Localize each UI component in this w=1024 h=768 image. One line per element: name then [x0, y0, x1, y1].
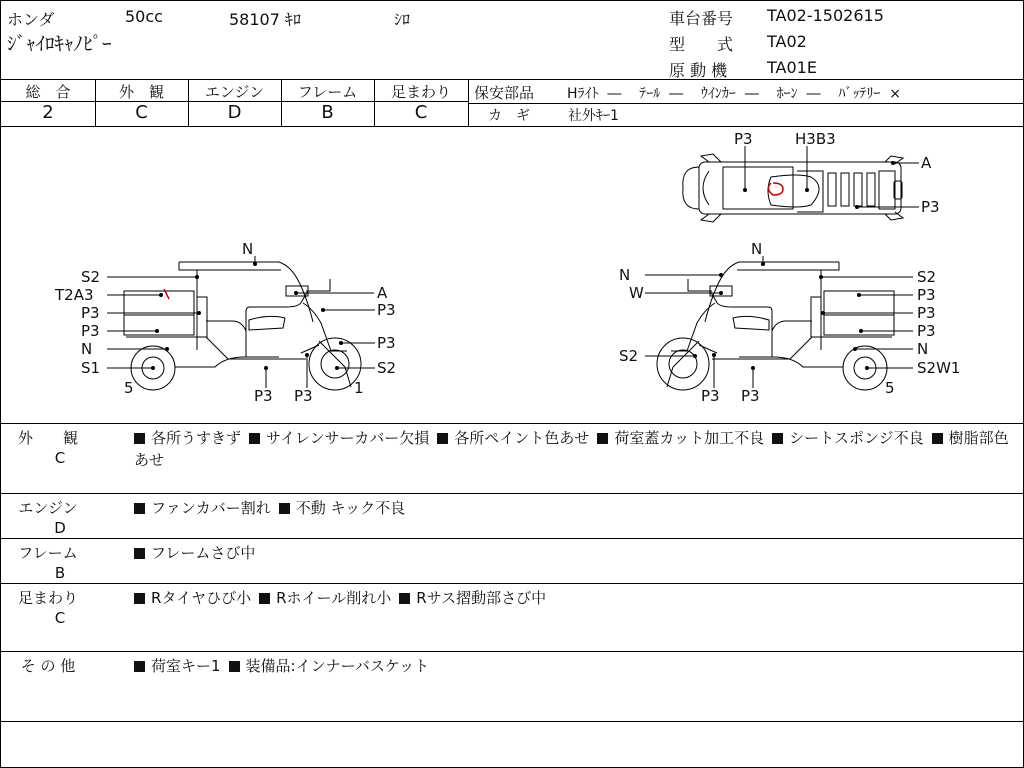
damage-points — [151, 161, 895, 370]
note-items — [134, 587, 1014, 609]
grade-engine-value: D — [227, 102, 242, 123]
left-label-l5: N — [81, 340, 93, 358]
left-label-b3: P3 — [294, 387, 313, 405]
left-label-l3: P3 — [81, 304, 100, 322]
model-name: ｼﾞｬｲﾛｷｬﾉﾋﾟｰ — [7, 33, 112, 55]
note-item: シートスポンジ不良 — [772, 429, 923, 447]
left-label-r2: P3 — [377, 301, 396, 319]
top-label-2: H3B3 — [795, 130, 836, 148]
grade-frame-label: フレーム — [297, 83, 358, 101]
color: ｼﾛ — [394, 10, 411, 29]
bullet-square-icon — [932, 433, 943, 444]
type-value: TA02 — [767, 32, 807, 51]
left-label-top: N — [242, 240, 254, 258]
key-label: カ ギ — [488, 108, 530, 124]
engine-value: TA01E — [767, 58, 817, 77]
left-label-l6: S1 — [81, 359, 101, 377]
note-label: 外 観 — [17, 429, 78, 447]
left-view-drawing — [124, 262, 361, 390]
note-item: 各所ペイント色あせ — [437, 429, 589, 447]
mileage: 58107 ｷﾛ — [229, 10, 301, 29]
grade-frame-value: B — [321, 102, 334, 123]
note-grade: C — [54, 609, 66, 627]
top-label-4: P3 — [921, 198, 940, 216]
grade-engine-label: エンジン — [204, 83, 265, 101]
top-view-drawing — [683, 154, 903, 222]
note-label: フレーム — [18, 544, 78, 562]
note-grade: B — [54, 564, 66, 582]
grade-total-label: 総 合 — [25, 83, 71, 101]
right-view-drawing — [657, 262, 894, 390]
left-label-r3: P3 — [377, 334, 396, 352]
note-item: Rホイール削れ小 — [259, 589, 391, 607]
bullet-square-icon — [399, 593, 410, 604]
note-item: Rサス摺動部さび中 — [399, 589, 546, 607]
note-grade: C — [54, 449, 66, 467]
left-label-l1: S2 — [81, 268, 101, 286]
right-label-b2: P3 — [741, 387, 760, 405]
right-label-l3: S2 — [619, 347, 639, 365]
left-label-l2: T2A3 — [55, 286, 94, 304]
note-item: 荷室キー1 — [134, 657, 221, 675]
note-item: 各所うすきず — [134, 429, 241, 447]
right-label-b1: P3 — [701, 387, 720, 405]
right-label-r4: P3 — [917, 322, 936, 340]
bullet-square-icon — [597, 433, 608, 444]
bullet-square-icon — [772, 433, 783, 444]
note-item: フレームさび中 — [134, 544, 255, 562]
bullet-square-icon — [249, 433, 260, 444]
note-item: 荷室蓋カット加工不良 — [597, 429, 764, 447]
left-label-r1: A — [377, 284, 388, 302]
displacement: 50cc — [125, 7, 163, 26]
safety-items: Hﾗｲﾄ ― ﾃｰﾙ ― ｳｲﾝｶｰ ― ﾎｰﾝ ― ﾊﾞｯﾃﾘｰ × — [567, 86, 901, 102]
right-label-r1: S2 — [917, 268, 937, 286]
bullet-square-icon — [134, 661, 145, 672]
note-item: ファンカバー割れ — [134, 499, 271, 517]
grade-exterior-label: 外 観 — [118, 83, 164, 101]
left-label-b2: P3 — [254, 387, 273, 405]
note-items — [134, 497, 1014, 519]
damage-diagram — [1, 127, 1023, 423]
note-item: 不動 キック不良 — [279, 499, 405, 517]
right-label-r5: N — [917, 340, 929, 358]
safety-title: 保安部品 — [474, 84, 535, 102]
grade-exterior-value: C — [135, 102, 148, 123]
note-item: サイレンサーカバー欠損 — [249, 429, 429, 447]
bullet-square-icon — [259, 593, 270, 604]
right-label-b3: 5 — [885, 379, 895, 397]
left-label-b4: 1 — [354, 379, 364, 397]
grade-suspension-label: 足まわり — [390, 83, 451, 101]
top-label-3: A — [921, 154, 932, 172]
note-item: 装備品:インナーバスケット — [229, 657, 430, 675]
chassis-value: TA02-1502615 — [767, 6, 884, 25]
maker: ホンダ — [7, 10, 55, 29]
note-item: 樹脂部色あせ — [134, 429, 1009, 469]
bullet-square-icon — [279, 503, 290, 514]
key-value: 社外ｷｰ1 — [568, 108, 619, 124]
chassis-label: 車台番号 — [669, 9, 734, 28]
right-label-r2: P3 — [917, 286, 936, 304]
bullet-square-icon — [134, 503, 145, 514]
note-items — [134, 427, 1014, 471]
note-grade: D — [54, 519, 66, 537]
left-label-b1: 5 — [124, 379, 134, 397]
grade-total-value: 2 — [42, 102, 54, 123]
left-label-r4: S2 — [377, 359, 397, 377]
note-label: そ の 他 — [20, 657, 76, 675]
left-label-l4: P3 — [81, 322, 100, 340]
grade-suspension-value: C — [414, 102, 428, 123]
note-items — [134, 542, 1014, 564]
note-item: Rタイヤひび小 — [134, 589, 251, 607]
type-label: 型 式 — [669, 35, 734, 54]
bullet-square-icon — [437, 433, 448, 444]
right-label-l1: N — [619, 266, 631, 284]
right-label-r6: S2W1 — [917, 359, 961, 377]
right-label-l2: W — [629, 284, 644, 302]
note-label: 足まわり — [17, 589, 78, 607]
right-label-r3: P3 — [917, 304, 936, 322]
bullet-square-icon — [229, 661, 240, 672]
engine-label: 原 動 機 — [669, 61, 728, 80]
bullet-square-icon — [134, 433, 145, 444]
bullet-square-icon — [134, 548, 145, 559]
bullet-square-icon — [134, 593, 145, 604]
top-label-1: P3 — [734, 130, 753, 148]
note-items — [134, 655, 1014, 677]
right-label-top: N — [751, 240, 763, 258]
note-label: エンジン — [18, 499, 78, 517]
